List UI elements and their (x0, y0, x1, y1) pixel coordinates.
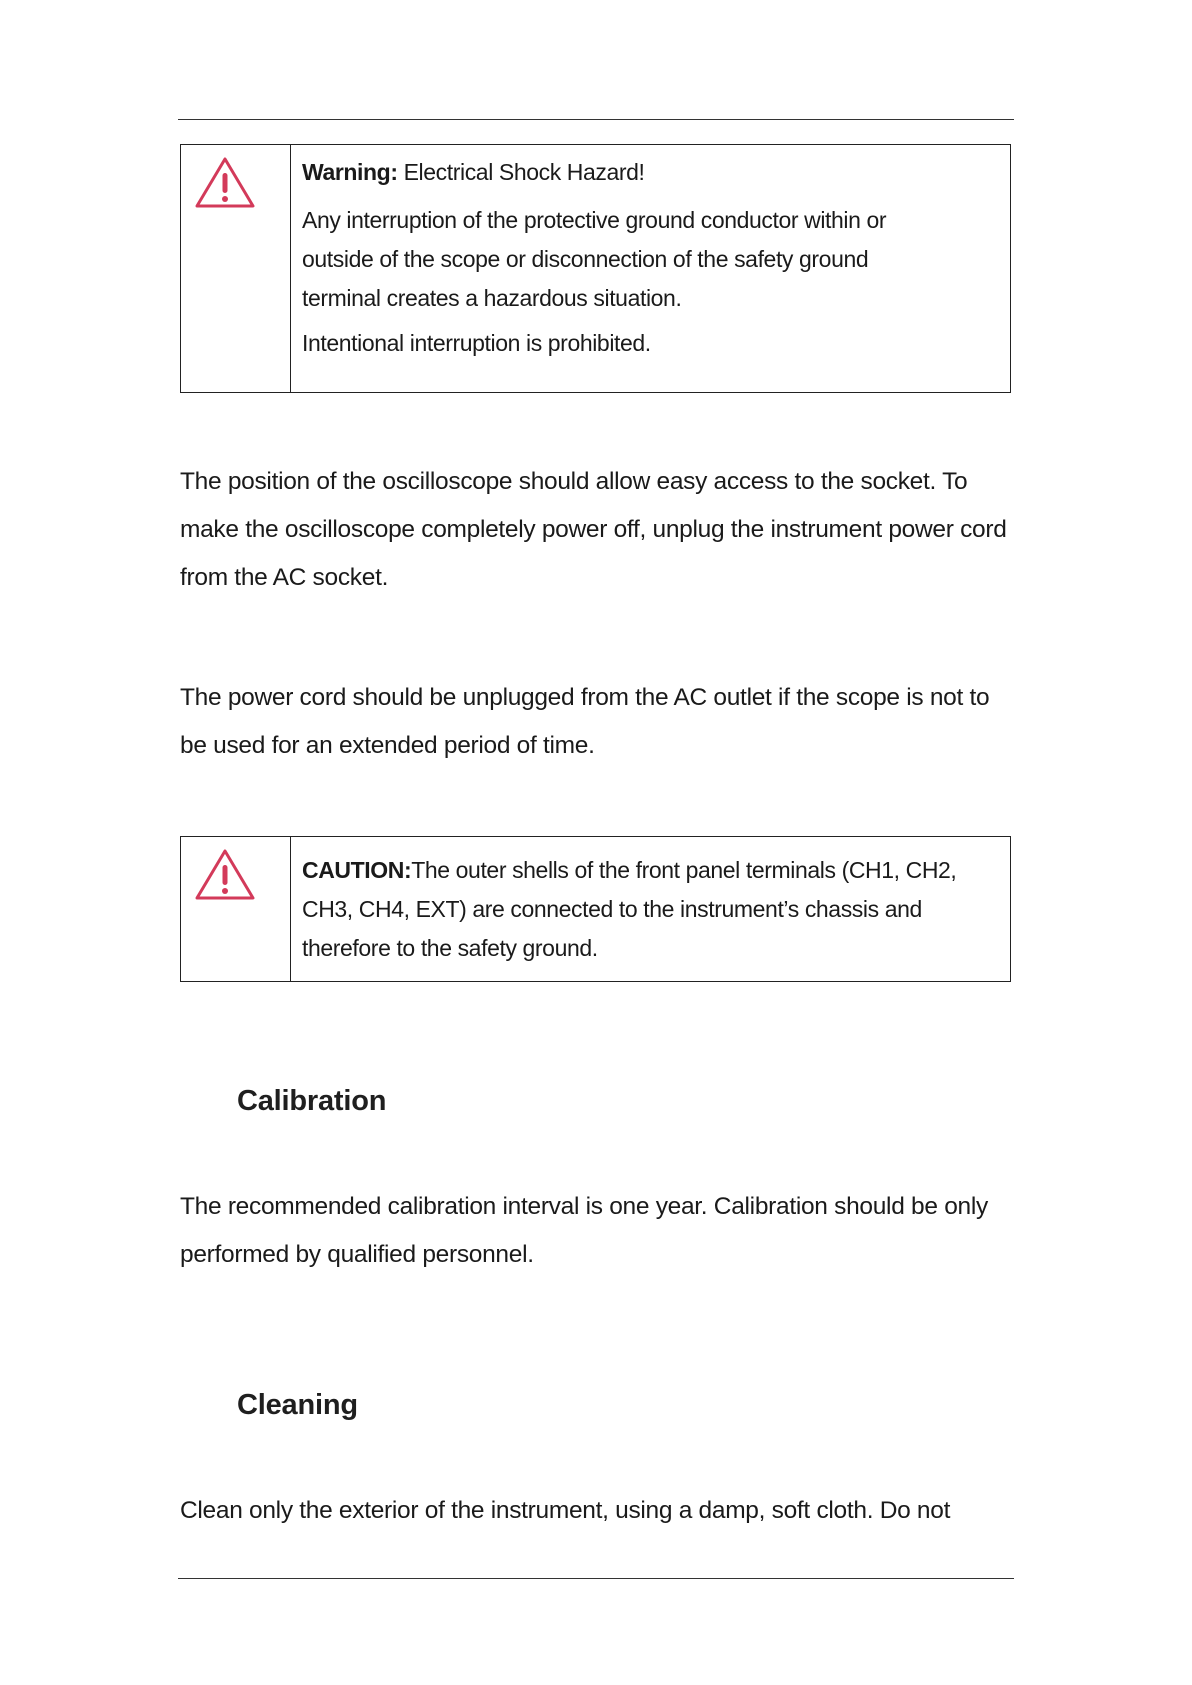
warning-text (291, 145, 1010, 392)
footer-rule (178, 1578, 1014, 1579)
calibration-paragraph: The recommended calibration interval is one year. Calibration should be only performed by qualified personnel. (180, 1193, 988, 1268)
warning-box (180, 144, 1011, 393)
cleaning-heading: Cleaning (237, 1389, 358, 1421)
power-cord-paragraph: The power cord should be unplugged from the AC outlet if the scope is not to be used for an extended period of time. (180, 684, 990, 759)
warning-final-line: Intentional interruption is prohibited. (302, 330, 651, 356)
power-access-paragraph: The position of the oscilloscope should allow easy access to the socket. To make the oscilloscope completely power off, unplug the instrument power cord from the AC socket. (180, 468, 1007, 591)
warning-title-line (302, 157, 998, 187)
warning-body-line: outside of the scope or disconnection of the safety ground (302, 246, 869, 272)
header-rule (178, 119, 1014, 120)
caution-body: The outer shells of the front panel terminals (CH1, CH2, CH3, CH4, EXT) are connected to the instrument’s chassis and therefore to the safety ground. (302, 857, 957, 961)
warning-icon-cell (181, 145, 291, 392)
warning-label: Warning: (302, 159, 398, 185)
warning-body-line: Any interruption of the protective ground conductor within or (302, 207, 887, 233)
caution-box (180, 836, 1011, 982)
caution-text (291, 837, 1010, 981)
warning-body-line: terminal creates a hazardous situation. (302, 285, 682, 311)
caution-label: CAUTION: (302, 857, 412, 883)
warning-title: Electrical Shock Hazard! (397, 159, 645, 185)
warning-triangle-icon (193, 155, 257, 211)
calibration-heading: Calibration (237, 1085, 387, 1117)
caution-icon-cell (181, 837, 291, 981)
cleaning-paragraph: Clean only the exterior of the instrument, using a damp, soft cloth. Do not (180, 1497, 951, 1524)
warning-triangle-icon (193, 847, 257, 903)
